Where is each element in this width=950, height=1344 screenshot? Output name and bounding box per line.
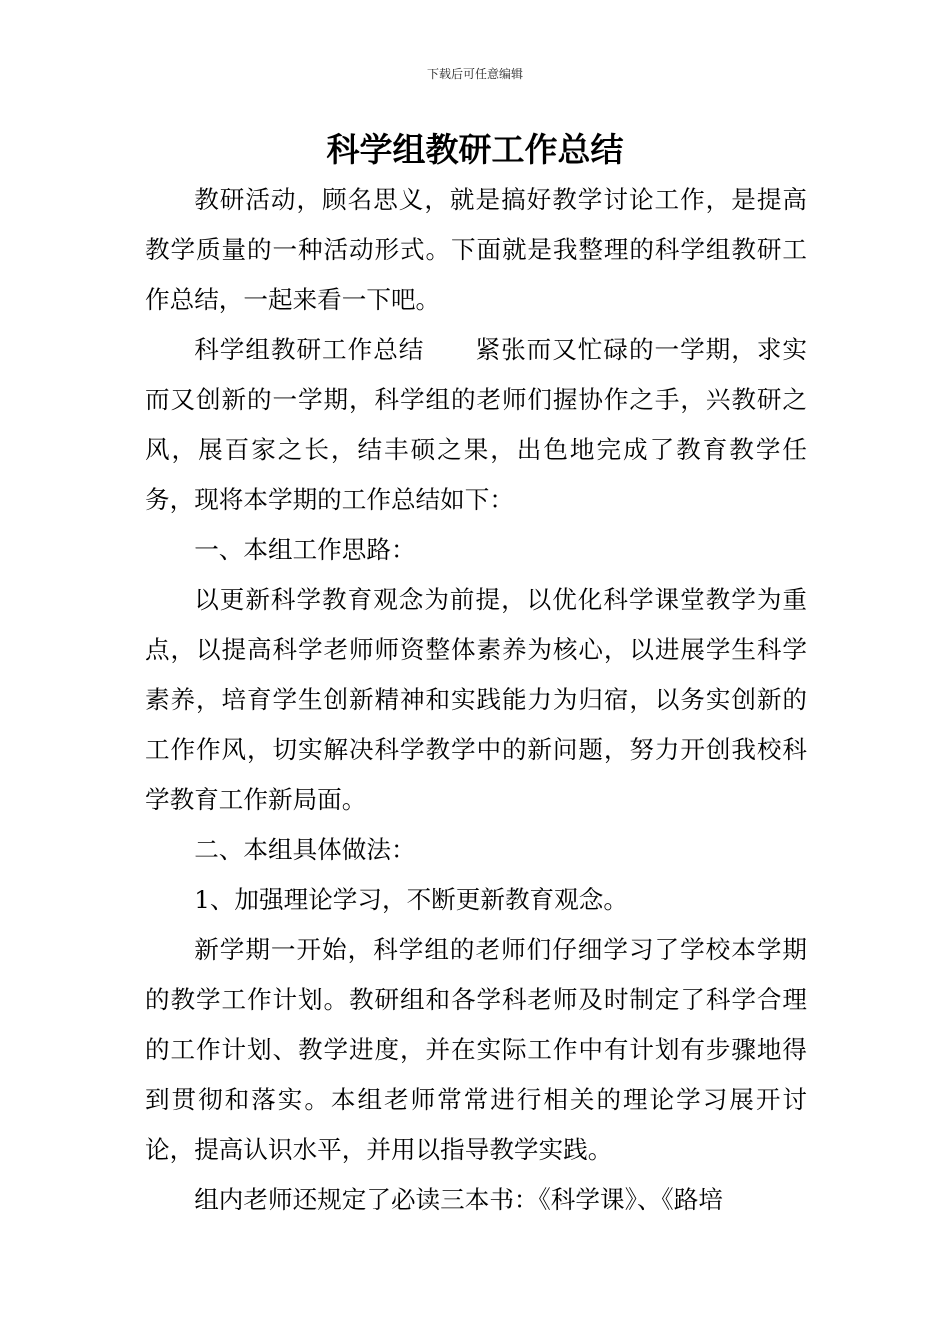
section-heading-specific-methods: 二、本组具体做法：: [194, 835, 416, 864]
document-title: 科学组教研工作总结: [326, 130, 624, 169]
paragraph-work-approach: 以更新科学教育观念为前提，以优化科学课堂教学为重点，以提高科学老师师资整体素养为核心，以进展学生科学素养，培育学生创新精神和实践能力为归宿，以务实创新的工作作风，切实解决科学教学中的新问题，努力开创我校科学教育工作新局面。: [145, 585, 807, 814]
subsection-heading-theory-study: 1、加强理论学习，不断更新教育观念。: [194, 885, 628, 914]
paragraph-new-semester: 新学期一开始，科学组的老师们仔细学习了学校本学期的教学工作计划。教研组和各学科老师及时制定了科学合理的工作计划、教学进度，并在实际工作中有计划有步骤地得到贯彻和落实。本组老师常常进行相关的理论学习展开讨论，提高认识水平，并用以指导教学实践。: [145, 935, 807, 1164]
paragraph-required-reading: 组内老师还规定了必读三本书：《科学课》、《路培: [194, 1185, 723, 1214]
paragraph-summary-opening: 科学组教研工作总结 紧张而又忙碌的一学期，求实而又创新的一学期，科学组的老师们握协作之手，兴教研之风，展百家之长，结丰硕之果，出色地完成了教育教学任务，现将本学期的工作总结如下：: [145, 335, 807, 514]
header-note: 下载后可任意编辑: [426, 67, 523, 81]
document-body: [145, 175, 807, 1225]
section-heading-work-approach: 一、本组工作思路：: [194, 535, 416, 564]
paragraph-intro: 教研活动，顾名思义，就是搞好教学讨论工作，是提高教学质量的一种活动形式。下面就是我整理的科学组教研工作总结，一起来看一下吧。: [145, 185, 807, 314]
